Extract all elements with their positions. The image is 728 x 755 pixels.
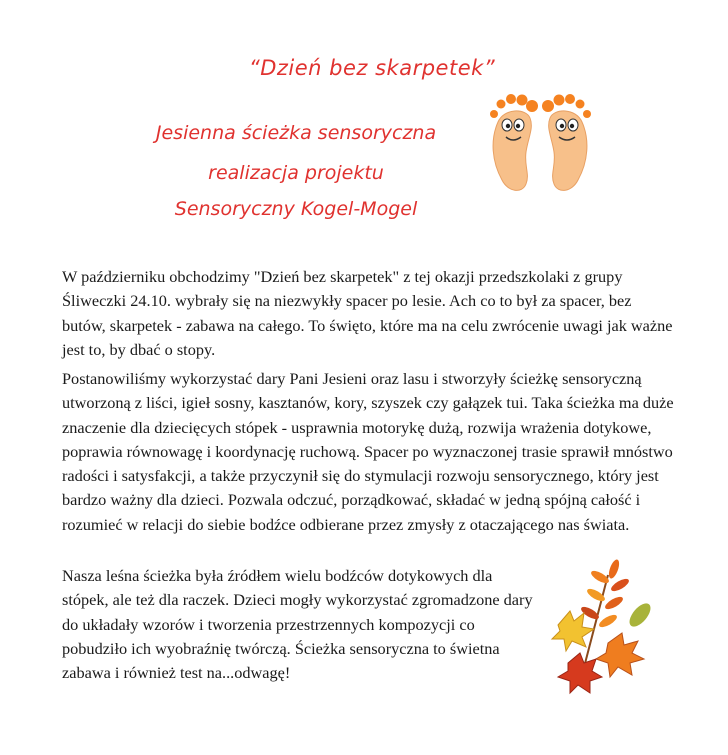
page-title: “Dzień bez skarpetek”: [248, 56, 496, 80]
autumn-leaves-icon: [548, 555, 668, 695]
subtitle-line-3: Sensoryczny Kogel-Mogel: [174, 198, 418, 220]
paragraph-intro: W październiku obchodzimy "Dzień bez skarpetek" z tej okazji przedszkolaki z grupy Śliweczki 24.10. wybrały się na niezwykły spacer po lesie. Ach co to był za spacer, bez butów, skarpetek - zabawa na całego. To święto, które ma na celu zwrócenie uwagi jak ważne jest to, by dbać o stopy.: [62, 267, 673, 359]
paragraph-conclusion: Nasza leśna ścieżka była źródłem wielu bodźców dotykowych dla stópek, ale też dla raczek. Dzieci mogły wykorzystać zgromadzone dary do układały wzorów i tworzenia przestrzennych kompozycji co pobudziło ich wyobraźnię twórczą. Ścieżka sensoryczna to świetna zabawa i również test na...odwagę!: [62, 566, 533, 683]
cartoon-feet-icon: [486, 92, 596, 202]
paragraph-path-description: Postanowiliśmy wykorzystać dary Pani Jesieni oraz lasu i stworzyły ścieżkę sensoryczną utworzoną z liści, igieł sosny, kasztanów, kory, szyszek czy gałązek tui. Taka ścieżka ma duże znaczenie dla dziecięcych stópek - usprawnia motorykę dużą, rozwija wrażenia dotykowe, poprawia równowagę i koordynację ruchową. Spacer po wyznaczonej trasie sprawił mnóstwo radości i satysfakcji, a także przyczynił się do stymulacji rozwoju sensorycznego, który jest bardzo ważny dla dzieci. Pozwala odczuć, porządkować, składać w jedną spójną całość i rozumieć w relacji do siebie bodźce odbierane przez zmysły z otaczającego nas świata.: [62, 369, 674, 534]
subtitle-line-2: realizacja projektu: [208, 162, 384, 184]
subtitle-line-1: Jesienna ścieżka sensoryczna: [155, 122, 437, 144]
